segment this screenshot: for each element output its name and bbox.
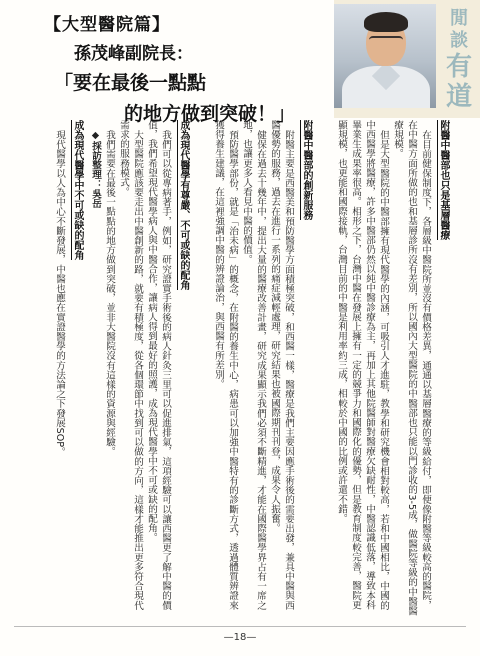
- article-column-1: [334, 120, 450, 616]
- footer-divider: [14, 626, 466, 627]
- headline: [14, 10, 332, 126]
- column-label-char-2: 談: [450, 30, 468, 51]
- byline: ◆採訪整理：吳岳: [90, 129, 101, 208]
- paragraph: 附醫主要是西醫美和預防醫學方面積極突破，和西醫一樣，醫療是我們主要因應手術後的需要出發，兼具中醫與西醫優勢的服務，過去在進行一系列的痛症減輕處理，研究結果也被國際期刊刊登，成果令人振奮。: [269, 120, 294, 610]
- headline-quote-line-1: 「要在最後一點點: [54, 72, 207, 94]
- section-title: 成為現代醫學中不可或缺的配角: [72, 120, 83, 260]
- portrait-hair-shape: [364, 12, 408, 32]
- article-column-3: [88, 120, 190, 616]
- column-label-char-3: 有: [445, 52, 472, 82]
- column-label-char-4: 道: [445, 82, 472, 112]
- portrait-glasses-shape: [369, 36, 403, 46]
- article-left-column: [8, 120, 84, 540]
- page-number: —18—: [223, 632, 257, 643]
- paragraph: 現代醫學以人為中心不斷發展，中醫也應在實證醫學的方法論之下發展SOP。: [54, 129, 65, 457]
- paragraph: 健保在過去十幾年中，提出大量的醫療改善計畫，研究成果顯示我們必須不斷精進，才能在國際醫學界占有一席之地，也讓更多人看見中醫的價值。: [241, 120, 266, 610]
- headline-quote-line-2: 的地方做到突破！」: [124, 103, 296, 125]
- paragraph: 大型醫院應該要走出中醫創新的路，就要有積極度，從各個環節中找到可以做的方向，這樣才能推出更多符合現代需求的服務模式。: [118, 120, 143, 610]
- paragraph: 預防醫學部份，就是「治未病」的概念，在附醫的養生中心，病患可以加強中醫特有的診斷方式，透過體質辨證來獲得養生建議，在這裡強調中醫的辨證論治，與西醫有所差別。: [213, 120, 238, 610]
- column-label: [442, 8, 476, 118]
- paragraph: 我們可以從專病著手，例如，研究證實手術後的病人針灸三里可以促進排氣，這項經驗可以讓西醫更了解中醫的價值，我們希望現代醫學病人與中醫合作，讓病人得到最好的照護，成為現代醫學中不可或缺的配角。: [146, 120, 171, 610]
- article-body: [88, 120, 450, 616]
- section-title: 附醫中醫部的創新服務: [301, 120, 312, 220]
- article-column-2: [211, 120, 313, 616]
- paragraph: 我們需要在最後一點點的地方做到突破，並非大醫院沒有這樣的資源與經驗。: [104, 129, 115, 456]
- headline-person: 孫茂峰副院長：: [74, 44, 193, 64]
- headline-series: 【大型醫院篇】: [44, 15, 170, 35]
- paragraph: 在目前健保制度下，各層級中醫院所並沒有價格差異，通通以基層醫療的等級給付，即便像附醫等級較高的醫院，在中醫方面所做的也和基層診所沒有差別，所以國內大型醫院的中醫部也只能以門診收的3-5成，做醫院等級的中醫醫療規模。: [392, 120, 431, 616]
- section-title: 附醫中醫部也只是基層醫療: [438, 120, 449, 240]
- paragraph: 但是大型醫院的中醫部擁有現代醫學的內涵，可吸引人才進駐，教學和研究機會相對較高，若和中國相比，中國的中西醫學將醫療，許多中醫部仍然以純中醫診療為主，再加上其他院醫師對醫療欠缺耐性，中醫認識低落，導致本科畢業生成果率很高。相形之下，台灣中醫在發展上擁有一定的競爭力和國際化的優勢，但是教育制度較完善，醫院更顯規模，也更能和國際接軌，台灣目前的中醫是利用率約三成，相較於中國的比例或許還不錯。: [336, 120, 389, 610]
- article-column-4: [52, 120, 84, 540]
- portrait-photo: [334, 4, 436, 108]
- section-title: 成為現代醫學有尊嚴、不可或缺的配角: [178, 120, 189, 290]
- column-label-char-1: 閒: [450, 8, 468, 29]
